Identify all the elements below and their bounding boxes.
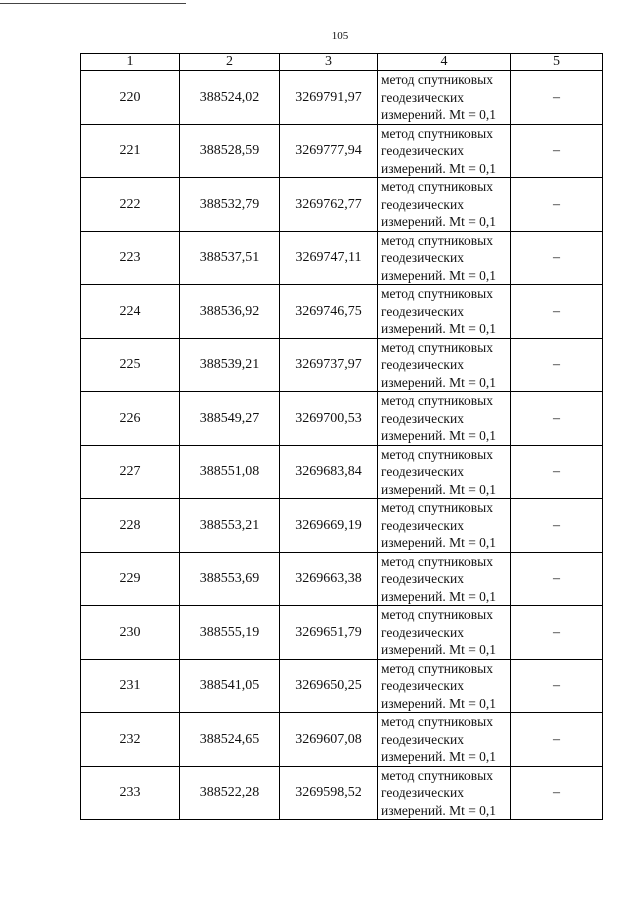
table-row (81, 713, 603, 767)
y-coordinate-cell: 3269747,11 (280, 231, 378, 285)
note-cell: – (511, 606, 603, 660)
method-cell (378, 124, 511, 178)
top-rule (0, 3, 186, 4)
y-coordinate-cell: 3269598,52 (280, 766, 378, 820)
table-row (81, 392, 603, 446)
note-cell: – (511, 338, 603, 392)
y-coordinate-cell: 3269651,79 (280, 606, 378, 660)
table-row (81, 606, 603, 660)
method-line: измерений. Mt = 0,1 (381, 695, 497, 711)
method-line: метод спутниковых (381, 767, 493, 783)
table-row (81, 766, 603, 820)
table-row (81, 445, 603, 499)
method-line: измерений. Mt = 0,1 (381, 267, 497, 283)
method-line: измерений. Mt = 0,1 (381, 214, 497, 229)
x-coordinate-cell: 388528,59 (180, 124, 280, 178)
point-number-cell: 228 (81, 499, 180, 553)
x-coordinate-cell: 388539,21 (180, 338, 280, 392)
method-line: геодезических (381, 196, 464, 212)
method-cell (378, 552, 511, 606)
method-line: метод спутниковых (381, 660, 493, 676)
note-cell: – (511, 766, 603, 820)
note-cell: – (511, 445, 603, 499)
table-row (81, 124, 603, 178)
method-line: метод спутниковых (381, 125, 493, 141)
method-line: метод спутниковых (381, 553, 493, 569)
method-line: метод спутниковых (381, 500, 493, 515)
point-number-cell: 225 (81, 338, 180, 392)
method-line: геодезических (381, 731, 464, 747)
point-number-cell: 221 (81, 124, 180, 178)
table-header-cell: 1 (81, 54, 180, 71)
method-cell (378, 178, 511, 232)
x-coordinate-cell: 388553,69 (180, 552, 280, 606)
method-line: геодезических (381, 624, 464, 640)
table-header-cell: 5 (511, 54, 603, 71)
y-coordinate-cell: 3269669,19 (280, 499, 378, 553)
method-line: метод спутниковых (381, 72, 493, 87)
method-line: геодезических (381, 785, 464, 800)
x-coordinate-cell: 388541,05 (180, 659, 280, 713)
point-number-cell: 222 (81, 178, 180, 232)
table-row (81, 71, 603, 125)
method-line: измерений. Mt = 0,1 (381, 428, 497, 443)
page-number: 105 (331, 30, 349, 42)
method-line: геодезических (381, 143, 464, 158)
y-coordinate-cell: 3269737,97 (280, 338, 378, 392)
y-coordinate-cell: 3269746,75 (280, 285, 378, 339)
x-coordinate-cell: 388551,08 (180, 445, 280, 499)
method-line: метод спутниковых (381, 286, 493, 301)
x-coordinate-cell: 388553,21 (180, 499, 280, 553)
method-line: измерений. Mt = 0,1 (381, 802, 497, 818)
method-cell (378, 338, 511, 392)
point-number-cell: 223 (81, 231, 180, 285)
y-coordinate-cell: 3269683,84 (280, 445, 378, 499)
x-coordinate-cell: 388524,02 (180, 71, 280, 125)
x-coordinate-cell: 388532,79 (180, 178, 280, 232)
point-number-cell: 231 (81, 659, 180, 713)
method-line: измерений. Mt = 0,1 (381, 588, 497, 604)
y-coordinate-cell: 3269777,94 (280, 124, 378, 178)
method-cell (378, 713, 511, 767)
x-coordinate-cell: 388549,27 (180, 392, 280, 446)
coordinates-table-body (81, 54, 603, 820)
point-number-cell: 226 (81, 392, 180, 446)
method-line: измерений. Mt = 0,1 (381, 107, 497, 122)
method-cell (378, 445, 511, 499)
y-coordinate-cell: 3269607,08 (280, 713, 378, 767)
method-line: геодезических (381, 678, 464, 693)
method-cell (378, 285, 511, 339)
method-line: измерений. Mt = 0,1 (381, 374, 497, 390)
table-row (81, 285, 603, 339)
coordinates-table (80, 53, 603, 820)
note-cell: – (511, 392, 603, 446)
point-number-cell: 220 (81, 71, 180, 125)
table-row (81, 552, 603, 606)
table-row (81, 499, 603, 553)
note-cell: – (511, 713, 603, 767)
table-row (81, 659, 603, 713)
method-line: метод спутниковых (381, 607, 493, 622)
method-line: геодезических (381, 89, 464, 105)
method-cell (378, 71, 511, 125)
method-cell (378, 392, 511, 446)
table-row (81, 231, 603, 285)
method-line: измерений. Mt = 0,1 (381, 535, 497, 550)
note-cell: – (511, 659, 603, 713)
x-coordinate-cell: 388537,51 (180, 231, 280, 285)
note-cell: – (511, 552, 603, 606)
table-row (81, 338, 603, 392)
method-cell (378, 606, 511, 660)
method-cell (378, 499, 511, 553)
method-line: метод спутниковых (381, 393, 493, 408)
method-line: измерений. Mt = 0,1 (381, 481, 497, 497)
x-coordinate-cell: 388536,92 (180, 285, 280, 339)
method-line: измерений. Mt = 0,1 (381, 749, 497, 764)
method-cell (378, 231, 511, 285)
point-number-cell: 230 (81, 606, 180, 660)
note-cell: – (511, 231, 603, 285)
method-line: метод спутниковых (381, 446, 493, 462)
method-cell (378, 766, 511, 820)
method-line: измерений. Mt = 0,1 (381, 160, 497, 176)
y-coordinate-cell: 3269791,97 (280, 71, 378, 125)
x-coordinate-cell: 388555,19 (180, 606, 280, 660)
point-number-cell: 227 (81, 445, 180, 499)
method-line: метод спутниковых (381, 339, 493, 355)
method-line: геодезических (381, 464, 464, 479)
table-header-cell: 2 (180, 54, 280, 71)
method-line: геодезических (381, 303, 464, 319)
table-header-row (81, 54, 603, 71)
method-line: измерений. Mt = 0,1 (381, 642, 497, 657)
y-coordinate-cell: 3269700,53 (280, 392, 378, 446)
note-cell: – (511, 285, 603, 339)
y-coordinate-cell: 3269650,25 (280, 659, 378, 713)
method-line: геодезических (381, 410, 464, 426)
y-coordinate-cell: 3269663,38 (280, 552, 378, 606)
x-coordinate-cell: 388524,65 (180, 713, 280, 767)
method-line: геодезических (381, 517, 464, 533)
point-number-cell: 224 (81, 285, 180, 339)
note-cell: – (511, 499, 603, 553)
table-row (81, 178, 603, 232)
method-line: метод спутниковых (381, 232, 493, 248)
note-cell: – (511, 124, 603, 178)
method-line: геодезических (381, 250, 464, 265)
point-number-cell: 232 (81, 713, 180, 767)
note-cell: – (511, 178, 603, 232)
y-coordinate-cell: 3269762,77 (280, 178, 378, 232)
x-coordinate-cell: 388522,28 (180, 766, 280, 820)
method-line: геодезических (381, 571, 464, 586)
method-cell (378, 659, 511, 713)
point-number-cell: 233 (81, 766, 180, 820)
method-line: измерений. Mt = 0,1 (381, 321, 497, 336)
table-header-cell: 4 (378, 54, 511, 71)
point-number-cell: 229 (81, 552, 180, 606)
method-line: метод спутниковых (381, 714, 493, 729)
note-cell: – (511, 71, 603, 125)
table-header-cell: 3 (280, 54, 378, 71)
method-line: метод спутниковых (381, 179, 493, 194)
method-line: геодезических (381, 357, 464, 372)
